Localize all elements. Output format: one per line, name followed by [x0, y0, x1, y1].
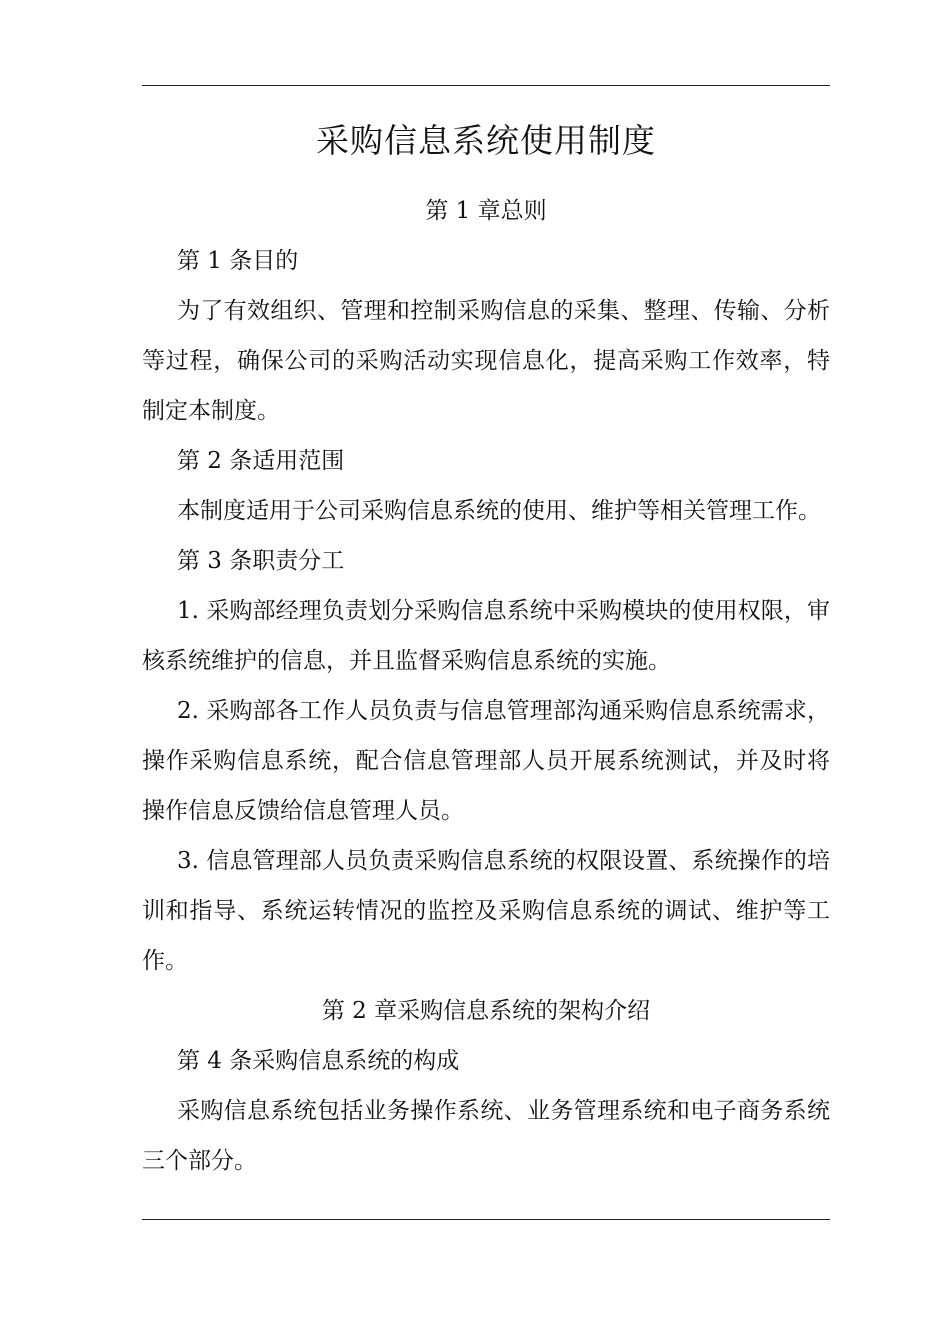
article-3-item-1: 1. 采购部经理负责划分采购信息系统中采购模块的使用权限，审核系统维护的信息，并且监督采购信息系统的实施。: [142, 598, 830, 674]
article-4-paragraph: 采购信息系统包括业务操作系统、业务管理系统和电子商务系统三个部分。: [142, 1098, 830, 1174]
article-3-item-3: 3. 信息管理部人员负责采购信息系统的权限设置、系统操作的培训和指导、系统运转情况的监控及采购信息系统的调试、维护等工作。: [142, 848, 830, 974]
article-4-heading: 第 4 条采购信息系统的构成: [177, 1048, 460, 1074]
article-3-item-2: 2. 采购部各工作人员负责与信息管理部沟通采购信息系统需求，操作采购信息系统，配合信息管理部人员开展系统测试，并及时将操作信息反馈给信息管理人员。: [142, 698, 830, 824]
chapter-1-heading: 第 1 章总则: [425, 198, 547, 224]
article-3-heading: 第 3 条职责分工: [177, 548, 345, 574]
header-rule: [142, 85, 830, 86]
article-2-paragraph: 本制度适用于公司采购信息系统的使用、维护等相关管理工作。: [177, 498, 821, 524]
document-title: 采购信息系统使用制度: [316, 121, 656, 160]
article-1-heading: 第 1 条目的: [177, 248, 299, 274]
footer-rule: [142, 1219, 830, 1220]
chapter-2-heading: 第 2 章采购信息系统的架构介绍: [321, 998, 651, 1024]
article-2-heading: 第 2 条适用范围: [177, 448, 345, 474]
document-body: [142, 112, 830, 1186]
article-1-paragraph: 为了有效组织、管理和控制采购信息的采集、整理、传输、分析等过程，确保公司的采购活动实现信息化，提高采购工作效率，特制定本制度。: [142, 298, 830, 424]
